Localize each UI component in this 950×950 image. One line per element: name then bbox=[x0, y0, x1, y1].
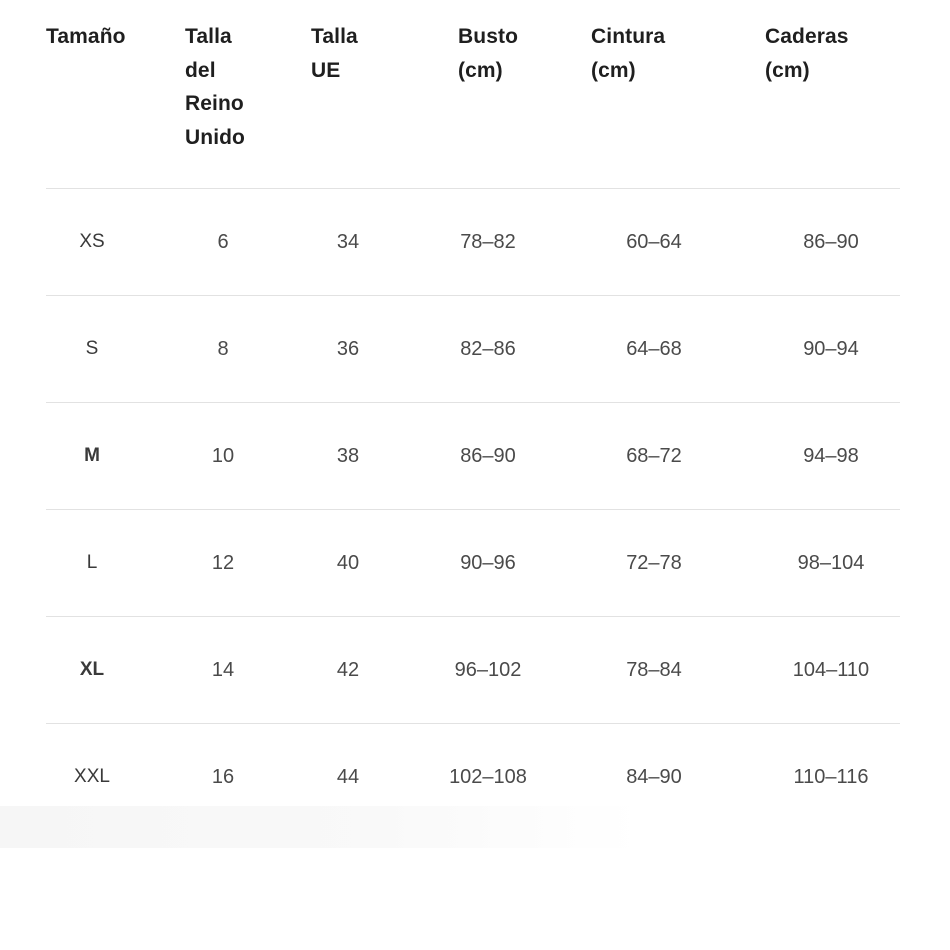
cell-size: S bbox=[85, 338, 99, 359]
cell-waist: 72–78 bbox=[626, 552, 682, 574]
cell-size: XL bbox=[79, 659, 105, 680]
table-row bbox=[46, 617, 900, 724]
cell-waist: 68–72 bbox=[626, 445, 682, 467]
table-row bbox=[46, 189, 900, 296]
cell-bust: 96–102 bbox=[454, 659, 522, 681]
header-hips: Caderas (cm) bbox=[765, 25, 849, 82]
cell-bust: 102–108 bbox=[449, 766, 527, 788]
cell-eu: 44 bbox=[336, 766, 360, 788]
table-row bbox=[46, 403, 900, 510]
cell-bust: 78–82 bbox=[460, 231, 516, 253]
table-row bbox=[46, 724, 900, 830]
table-row bbox=[46, 510, 900, 617]
cell-waist: 64–68 bbox=[626, 338, 682, 360]
cell-size: XXL bbox=[74, 766, 110, 787]
cell-size: XS bbox=[79, 231, 105, 252]
cell-size: L bbox=[86, 552, 98, 573]
cell-waist: 78–84 bbox=[626, 659, 682, 681]
cell-waist: 84–90 bbox=[626, 766, 682, 788]
cell-eu: 34 bbox=[336, 231, 360, 253]
cell-uk: 16 bbox=[211, 766, 235, 788]
cell-uk: 6 bbox=[217, 231, 229, 253]
cell-uk: 10 bbox=[211, 445, 235, 467]
cell-eu: 36 bbox=[336, 338, 360, 360]
cell-hips: 94–98 bbox=[803, 445, 859, 467]
cell-eu: 38 bbox=[336, 445, 360, 467]
header-bust: Busto (cm) bbox=[458, 25, 518, 82]
header-size: Tamaño bbox=[46, 25, 126, 48]
header-uk-size: Talla del Reino Unido bbox=[185, 25, 245, 149]
cell-size: M bbox=[84, 445, 100, 466]
cell-uk: 8 bbox=[217, 338, 229, 360]
cell-hips: 90–94 bbox=[803, 338, 859, 360]
cell-hips: 110–116 bbox=[793, 766, 869, 788]
cell-uk: 14 bbox=[211, 659, 235, 681]
header-eu-size: Talla UE bbox=[311, 25, 358, 82]
cell-eu: 42 bbox=[336, 659, 360, 681]
cell-hips: 86–90 bbox=[803, 231, 859, 253]
cell-bust: 86–90 bbox=[460, 445, 516, 467]
header-waist: Cintura (cm) bbox=[591, 25, 666, 82]
table-row bbox=[46, 296, 900, 403]
cell-bust: 90–96 bbox=[460, 552, 516, 574]
cell-eu: 40 bbox=[336, 552, 360, 574]
cell-hips: 104–110 bbox=[792, 659, 870, 681]
cell-uk: 12 bbox=[211, 552, 235, 574]
table-header-row bbox=[46, 0, 900, 189]
cell-waist: 60–64 bbox=[626, 231, 682, 253]
cell-bust: 82–86 bbox=[460, 338, 516, 360]
cell-hips: 98–104 bbox=[797, 552, 865, 574]
size-chart-table bbox=[46, 0, 900, 830]
